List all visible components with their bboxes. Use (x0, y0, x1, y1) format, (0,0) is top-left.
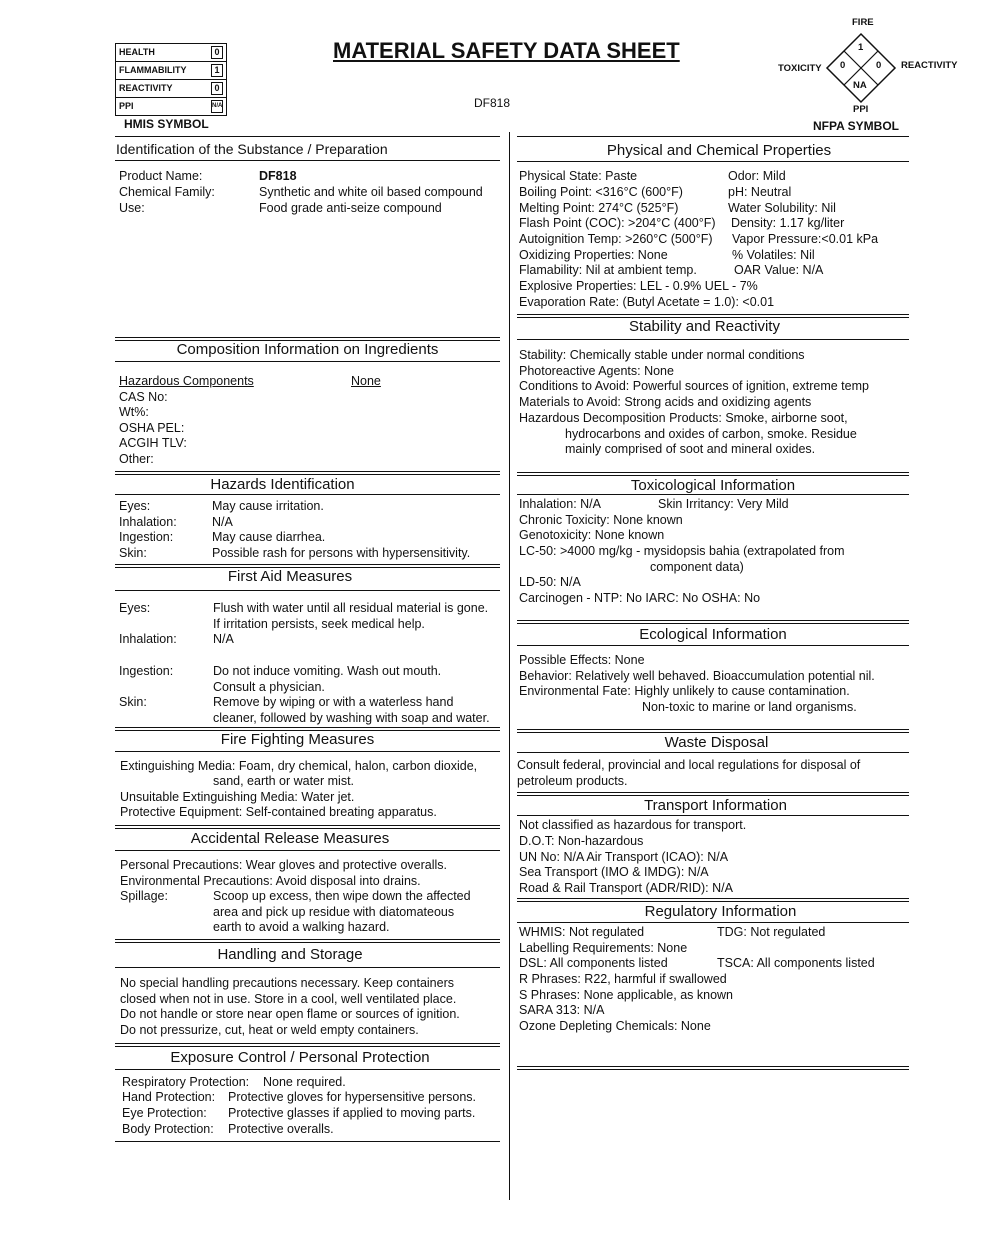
field-value: May cause diarrhea. (212, 530, 326, 544)
field-label: Body Protection: (122, 1122, 214, 1136)
nfpa-reactivity-label: REACTIVITY (901, 60, 958, 71)
field-label: Ingestion: (119, 664, 174, 678)
nfpa-ppi-value: NA (853, 80, 867, 91)
page-title: MATERIAL SAFETY DATA SHEET (333, 38, 680, 63)
stability-line: Hazardous Decomposition Products: Smoke, airborne soot, (519, 411, 848, 425)
hmis-label: REACTIVITY (119, 83, 173, 93)
transport-line: Sea Transport (IMO & IMDG): N/A (519, 865, 709, 879)
fire-fighting-line: sand, earth or water mist. (213, 774, 355, 788)
section-rule (517, 645, 909, 646)
handling-line: Do not pressurize, cut, heat or weld empty containers. (120, 1023, 419, 1037)
hmis-label: PPI (119, 101, 134, 111)
hmis-row-health (116, 44, 226, 62)
toxicology-line: LD-50: N/A (519, 575, 581, 589)
hmis-value: 0 (211, 46, 223, 59)
section-rule (115, 967, 500, 968)
fire-fighting-line: Extinguishing Media: Foam, dry chemical, halon, carbon dioxide, (120, 759, 478, 773)
regulatory-line: Labelling Requirements: None (519, 941, 688, 955)
composition-line: CAS No: (119, 390, 168, 404)
section-rule (517, 729, 909, 733)
regulatory-line: WHMIS: Not regulated (519, 925, 645, 939)
section-rule (517, 472, 909, 476)
section-rule (517, 922, 909, 923)
nfpa-caption: NFPA SYMBOL (813, 119, 899, 133)
section-title-stability: Stability and Reactivity (629, 318, 780, 335)
section-rule (115, 590, 500, 591)
property-line: % Volatiles: Nil (732, 248, 815, 262)
section-rule (115, 939, 500, 943)
section-rule (517, 136, 909, 137)
transport-line: Road & Rail Transport (ADR/RID): N/A (519, 881, 733, 895)
handling-line: closed when not in use. Store in a cool, well ventilated place. (120, 992, 457, 1006)
section-title-regulatory: Regulatory Information (644, 903, 797, 920)
accidental-line: Environmental Precautions: Avoid disposal into drains. (120, 874, 421, 888)
field-value: cleaner, followed by washing with soap and water. (213, 711, 490, 725)
hmis-table (115, 43, 227, 116)
property-line: Oxidizing Properties: None (519, 248, 668, 262)
property-line: Odor: Mild (728, 169, 786, 183)
section-rule (115, 471, 500, 475)
field-value: Protective gloves for hypersensitive persons. (228, 1090, 477, 1104)
stability-line: Stability: Chemically stable under normal conditions (519, 348, 805, 362)
hmis-row-ppi (116, 98, 226, 115)
field-label: Inhalation: (119, 515, 177, 529)
section-rule (115, 1069, 500, 1070)
regulatory-line: R Phrases: R22, harmful if swallowed (519, 972, 727, 986)
regulatory-line: S Phrases: None applicable, as known (519, 988, 734, 1002)
handling-line: Do not handle or store near open flame or sources of ignition. (120, 1007, 460, 1021)
handling-line: No special handling precautions necessary. Keep containers (120, 976, 454, 990)
composition-line: Wt%: (119, 405, 149, 419)
section-rule (517, 815, 909, 816)
property-line: Evaporation Rate: (Butyl Acetate = 1.0): <0.01 (519, 295, 775, 309)
field-label: Respiratory Protection: (122, 1075, 250, 1089)
field-label: Skin: (119, 546, 147, 560)
property-line: Density: 1.17 kg/liter (731, 216, 845, 230)
section-rule (115, 494, 500, 495)
toxicology-line: Genotoxicity: None known (519, 528, 665, 542)
hmis-value: 1 (211, 64, 223, 77)
field-label: Spillage: (120, 889, 168, 903)
property-line: Explosive Properties: LEL - 0.9% UEL - 7% (519, 279, 758, 293)
fire-fighting-line: Protective Equipment: Self-contained breating apparatus. (120, 805, 437, 819)
section-title-identification: Identification of the Substance / Preparation (116, 141, 388, 157)
property-line: Water Solubility: Nil (728, 201, 836, 215)
nfpa-fire-label: FIRE (852, 17, 874, 28)
section-title-accidental: Accidental Release Measures (190, 830, 390, 847)
section-rule (115, 1141, 500, 1142)
composition-line: Other: (119, 452, 154, 466)
stability-line: hydrocarbons and oxides of carbon, smoke. Residue (565, 427, 857, 441)
transport-line: UN No: N/A Air Transport (ICAO): N/A (519, 850, 729, 864)
field-value: Protective overalls. (228, 1122, 334, 1136)
section-rule (115, 136, 500, 137)
section-rule (115, 751, 500, 752)
composition-line: ACGIH TLV: (119, 436, 187, 450)
section-rule (517, 339, 909, 340)
regulatory-line: SARA 313: N/A (519, 1003, 605, 1017)
field-label: Chemical Family: (119, 185, 215, 199)
property-line: pH: Neutral (728, 185, 792, 199)
field-value: Flush with water until all residual material is gone. (213, 601, 489, 615)
hmis-caption: HMIS SYMBOL (124, 117, 209, 131)
column-divider (509, 132, 510, 1200)
section-title-physical: Physical and Chemical Properties (606, 142, 832, 159)
nfpa-reactivity-value: 0 (876, 60, 882, 71)
section-title-hazards: Hazards Identification (210, 476, 355, 493)
section-title-transport: Transport Information (644, 797, 787, 814)
section-rule (517, 898, 909, 902)
section-title-composition: Composition Information on Ingredients (176, 341, 439, 358)
ecology-line: Possible Effects: None (519, 653, 645, 667)
accidental-line: area and pick up residue with diatomateous (213, 905, 455, 919)
field-value: Consult a physician. (213, 680, 325, 694)
stability-line: mainly comprised of soot and mineral oxides. (565, 442, 816, 456)
field-value: Do not induce vomiting. Wash out mouth. (213, 664, 442, 678)
field-value: Possible rash for persons with hypersensitivity. (212, 546, 471, 560)
hmis-value: N/A (211, 100, 223, 113)
section-rule (517, 494, 909, 495)
section-rule (517, 752, 909, 753)
stability-line: Conditions to Avoid: Powerful sources of ignition, extreme temp (519, 379, 869, 393)
section-rule (115, 825, 500, 829)
property-line: Boiling Point: <316°C (600°F) (519, 185, 683, 199)
toxicology-line: Inhalation: N/A (519, 497, 601, 511)
section-title-first-aid: First Aid Measures (227, 568, 353, 585)
toxicology-line: Carcinogen - NTP: No IARC: No OSHA: No (519, 591, 761, 605)
nfpa-fire-value: 1 (858, 42, 864, 53)
toxicology-line: Chronic Toxicity: None known (519, 513, 683, 527)
waste-line: petroleum products. (517, 774, 628, 788)
section-rule (517, 792, 909, 796)
section-title-handling: Handling and Storage (217, 946, 363, 963)
nfpa-toxicity-label: TOXICITY (778, 63, 822, 74)
hazardous-components-header: Hazardous Components (119, 374, 254, 388)
property-line: Flamability: Nil at ambient temp. (519, 263, 697, 277)
hmis-label: FLAMMABILITY (119, 65, 187, 75)
product-code: DF818 (474, 96, 511, 110)
field-value: Protective glasses if applied to moving parts. (228, 1106, 476, 1120)
section-title-ecological: Ecological Information (639, 626, 787, 643)
regulatory-line: Ozone Depleting Chemicals: None (519, 1019, 711, 1033)
field-value: N/A (213, 632, 234, 646)
accidental-line: Scoop up excess, then wipe down the affected (213, 889, 471, 903)
use-value: Food grade anti-seize compound (259, 201, 442, 215)
ecology-line: Non-toxic to marine or land organisms. (642, 700, 857, 714)
field-label: Use: (119, 201, 145, 215)
field-label: Hand Protection: (122, 1090, 216, 1104)
property-line: Vapor Pressure:<0.01 kPa (732, 232, 879, 246)
regulatory-line: TSCA: All components listed (717, 956, 875, 970)
field-value: N/A (212, 515, 233, 529)
transport-line: Not classified as hazardous for transport. (519, 818, 747, 832)
property-line: Melting Point: 274°C (525°F) (519, 201, 679, 215)
field-label: Eyes: (119, 499, 151, 513)
regulatory-line: DSL: All components listed (519, 956, 668, 970)
ecology-line: Behavior: Relatively well behaved. Bioaccumulation potential nil. (519, 669, 875, 683)
section-title-toxicological: Toxicological Information (630, 477, 796, 494)
accidental-line: earth to avoid a walking hazard. (213, 920, 390, 934)
field-label: Product Name: (119, 169, 203, 183)
hazardous-components-value: None (351, 374, 381, 388)
field-label: Eyes: (119, 601, 151, 615)
section-rule (517, 1066, 909, 1070)
section-rule (517, 620, 909, 624)
property-line: OAR Value: N/A (734, 263, 824, 277)
field-label: Ingestion: (119, 530, 174, 544)
chemical-family-value: Synthetic and white oil based compound (259, 185, 483, 199)
section-title-waste: Waste Disposal (664, 734, 769, 751)
nfpa-toxicity-value: 0 (840, 60, 846, 71)
field-label: Eye Protection: (122, 1106, 207, 1120)
section-rule (115, 361, 500, 362)
stability-line: Photoreactive Agents: None (519, 364, 674, 378)
hmis-label: HEALTH (119, 47, 155, 57)
property-line: Physical State: Paste (519, 169, 638, 183)
accidental-line: Personal Precautions: Wear gloves and protective overalls. (120, 858, 448, 872)
section-rule (517, 161, 909, 162)
field-value: None required. (263, 1075, 346, 1089)
nfpa-ppi-label: PPI (853, 104, 869, 115)
toxicology-line: component data) (650, 560, 744, 574)
fire-fighting-line: Unsuitable Extinguishing Media: Water jet. (120, 790, 355, 804)
product-name-value: DF818 (259, 169, 297, 183)
waste-line: Consult federal, provincial and local regulations for disposal of (517, 758, 861, 772)
section-rule (115, 850, 500, 851)
property-line: Flash Point (COC): >204°C (400°F) (519, 216, 716, 230)
hmis-value: 0 (211, 82, 223, 95)
field-value: May cause irritation. (212, 499, 324, 513)
toxicology-line: LC-50: >4000 mg/kg - mysidopsis bahia (extrapolated from (519, 544, 845, 558)
ecology-line: Environmental Fate: Highly unlikely to cause contamination. (519, 684, 850, 698)
regulatory-line: TDG: Not regulated (717, 925, 826, 939)
property-line: Autoignition Temp: >260°C (500°F) (519, 232, 713, 246)
stability-line: Materials to Avoid: Strong acids and oxidizing agents (519, 395, 812, 409)
transport-line: D.O.T: Non-hazardous (519, 834, 644, 848)
field-label: Inhalation: (119, 632, 177, 646)
field-value: Remove by wiping or with a waterless hand (213, 695, 454, 709)
field-label: Skin: (119, 695, 147, 709)
section-title-exposure: Exposure Control / Personal Protection (170, 1049, 430, 1066)
toxicology-line: Skin Irritancy: Very Mild (658, 497, 789, 511)
hmis-row-reactivity (116, 80, 226, 98)
composition-line: OSHA PEL: (119, 421, 185, 435)
hmis-row-flammability (116, 62, 226, 80)
section-title-fire-fighting: Fire Fighting Measures (220, 731, 375, 748)
section-rule (115, 160, 500, 161)
field-value: If irritation persists, seek medical help. (213, 617, 425, 631)
section-rule (115, 1043, 500, 1047)
